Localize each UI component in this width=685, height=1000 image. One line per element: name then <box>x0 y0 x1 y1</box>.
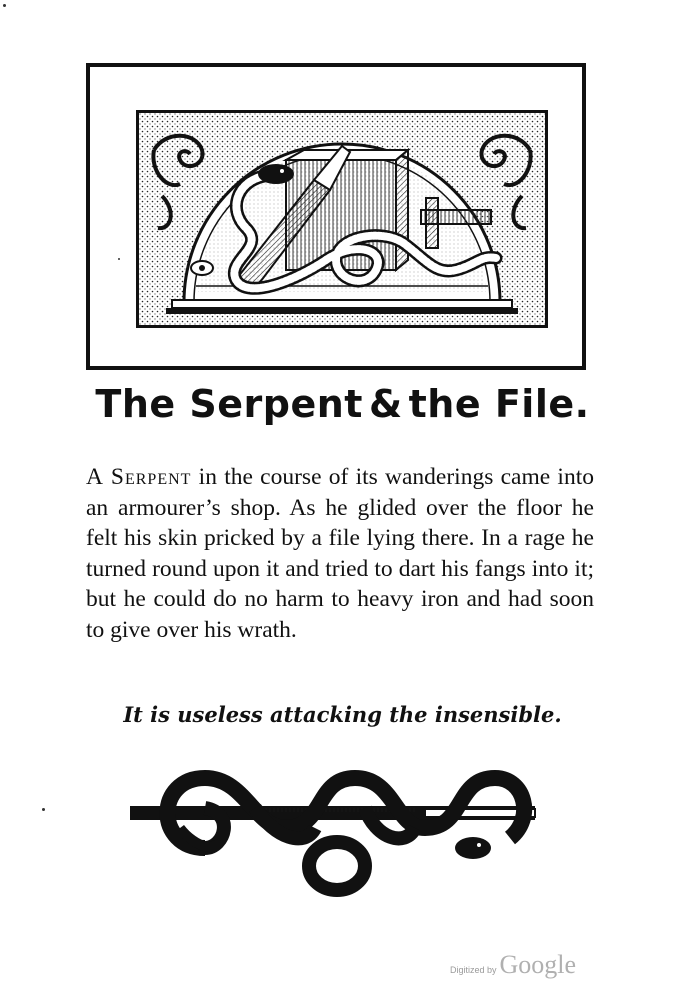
page-speck <box>118 258 120 260</box>
title-part-file: the File. <box>408 382 590 426</box>
fable-moral: It is useless attacking the insensible. <box>123 702 562 727</box>
page-title <box>0 382 685 426</box>
fable-lead-word: A Serpent <box>86 464 192 490</box>
fable-text <box>86 462 594 645</box>
watermark-prefix: Digitized by <box>450 965 497 975</box>
page-speck <box>3 4 6 7</box>
watermark-brand: Google <box>499 950 577 979</box>
page-speck <box>42 808 45 811</box>
serpent-coiled-around-file-ornament-icon <box>125 768 550 898</box>
digitized-by-watermark <box>450 950 576 980</box>
fable-body: in the course of its wanderings came into an armourer’s shop. As he glided over the floor he felt his skin pricked by a file lying there. In a rage he turned round upon it and tried to dart his fangs into it; but he could do no harm to heavy iron and had soon to give over his wrath. <box>86 464 594 643</box>
title-ampersand: & <box>368 382 403 426</box>
serpent-and-file-illustration-icon <box>136 110 548 328</box>
title-part-serpent: The Serpent <box>95 382 363 426</box>
